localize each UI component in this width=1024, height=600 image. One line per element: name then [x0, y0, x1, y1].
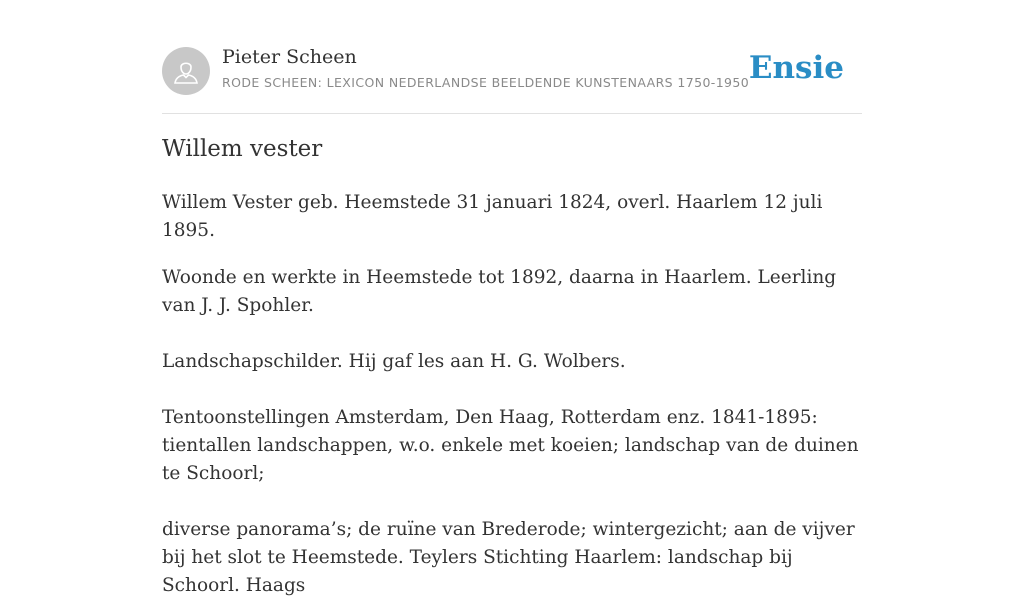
user-silhouette-icon [171, 56, 201, 86]
article-paragraph: diverse panorama’s; de ruïne van Brederode; wintergezicht; aan de vijver bij het slot te Heemstede. Teylers Stichting Haarlem: landschap bij Schoorl. Haags [162, 519, 855, 596]
article-title: Willem vester [162, 136, 323, 162]
article-header [162, 44, 862, 114]
author-name[interactable]: Pieter Scheen [222, 46, 357, 68]
article-body [162, 189, 862, 600]
article-paragraph: Woonde en werkte in Heemstede tot 1892, daarna in Haarlem. Leerling van J. J. Spohler. [162, 267, 837, 316]
author-avatar[interactable] [162, 47, 210, 95]
source-title[interactable]: RODE SCHEEN: LEXICON NEDERLANDSE BEELDENDE KUNSTENAARS 1750-1950 [222, 75, 750, 90]
article-paragraph: Willem Vester geb. Heemstede 31 januari 1824, overl. Haarlem 12 juli 1895. [162, 192, 823, 241]
ensie-logo[interactable]: Ensie [748, 50, 844, 86]
article-paragraph: Tentoonstellingen Amsterdam, Den Haag, Rotterdam enz. 1841-1895: tientallen landschappen, w.o. enkele met koeien; landschap van de duinen te Schoorl; [162, 407, 859, 484]
article-paragraph: Landschapschilder. Hij gaf les aan H. G. Wolbers. [162, 351, 626, 372]
